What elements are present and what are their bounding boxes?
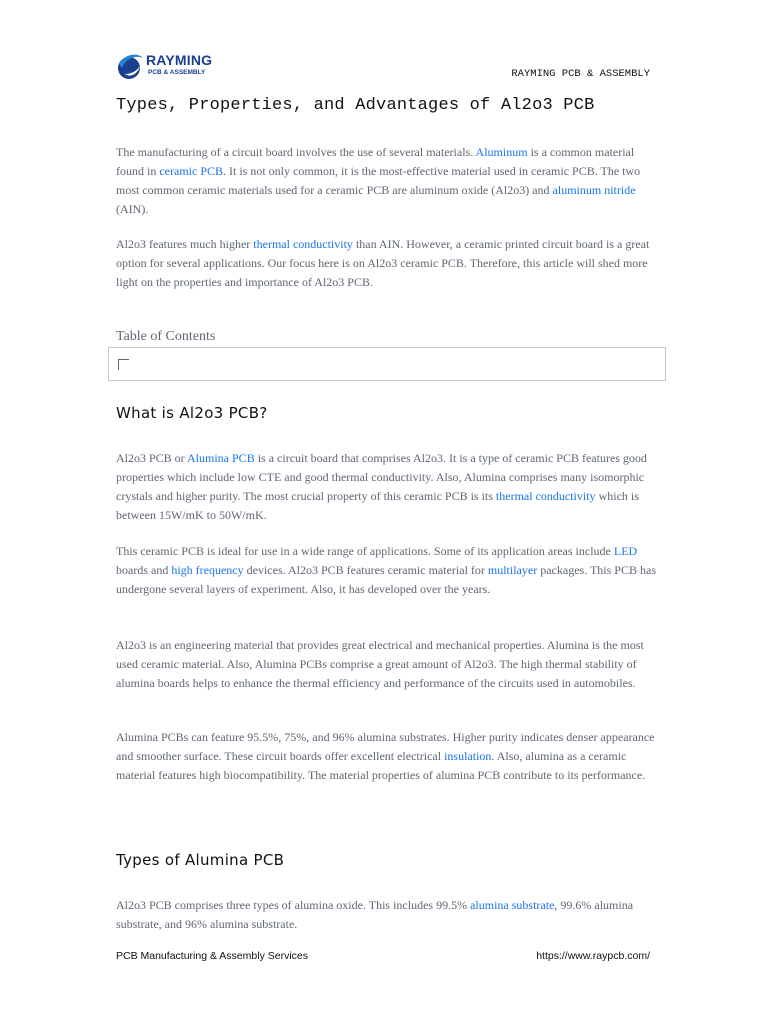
footer-services-text: PCB Manufacturing & Assembly Services [116,950,308,962]
section-heading-what-is: What is Al2o3 PCB? [116,404,268,422]
text-run: (AIN). [116,202,149,216]
footer-url-link[interactable]: https://www.raypcb.com/ [536,950,650,962]
section1-paragraph-1 [116,449,656,525]
header-brand-text: RAYMING PCB & ASSEMBLY [511,68,650,80]
text-run: Alumina PCBs can feature 95.5%, 75%, and 96% alumina substrates. Higher purity indicates denser appearance and smoother surface. These circuit boards offer excellent electrical [116,730,655,763]
toc-container [108,347,666,381]
text-run: boards and [116,563,172,577]
text-run: is a common material found in [116,145,635,178]
text-run: packages. This PCB has undergone several layers of experiment. Also, it has developed over the years. [116,563,656,596]
link-insulation[interactable]: insulation [444,749,492,763]
link-thermal-conductivity-2[interactable]: thermal conductivity [495,489,596,503]
text-run: The manufacturing of a circuit board involves the use of several materials. [116,145,476,159]
link-high-frequency[interactable]: high frequency [171,563,244,577]
page-title: Types, Properties, and Advantages of Al2o3 PCB [116,96,595,115]
text-run: Al2o3 PCB comprises three types of alumina oxide. This includes 99.5% [116,898,471,912]
toc-toggle-icon[interactable] [118,359,129,370]
text-run: Al2o3 is an engineering material that provides great electrical and mechanical properties. Alumina is the most used ceramic material. Also, Alumina PCBs comprise a great amount of Al2o3. The high thermal stability of alumina boards helps to enhance the thermal efficiency and performance of the circuits used in automobiles. [116,638,644,690]
section2-paragraph-1 [116,896,656,934]
link-led[interactable]: LED [613,544,638,558]
logo-name: RAYMING [146,52,213,68]
section1-paragraph-4 [116,728,656,785]
section1-paragraph-3 [116,636,656,693]
link-multilayer[interactable]: multilayer [487,563,538,577]
link-ceramic-pcb[interactable]: ceramic PCB [159,164,223,178]
text-run: Al2o3 features much higher [116,237,254,251]
link-aluminum-nitride[interactable]: aluminum nitride [552,183,636,197]
text-run: devices. Al2o3 PCB features ceramic material for [243,563,488,577]
link-alumina-pcb[interactable]: Alumina PCB [187,451,255,465]
link-aluminum[interactable]: Aluminum [475,145,528,159]
text-run: , 99.6% alumina substrate, and 96% alumina substrate. [116,898,634,931]
toc-title: Table of Contents [116,329,216,344]
rayming-swoosh-icon [116,52,144,82]
text-run: than AIN. However, a ceramic printed circuit board is a great option for several applications. Our focus here is on Al2o3 ceramic PCB. Therefore, this article will shed more light on the properties and importance of Al2o3 PCB. [116,237,650,289]
rayming-logo[interactable] [116,50,226,84]
section-heading-types: Types of Alumina PCB [116,851,285,869]
text-run: which is between 15W/mK to 50W/mK. [116,489,639,522]
link-alumina-substrate[interactable]: alumina substrate [470,898,555,912]
text-run: . Also, alumina as a ceramic material features high biocompatibility. The material properties of alumina PCB contribute to its performance. [116,749,646,782]
text-run: is a circuit board that comprises Al2o3. It is a type of ceramic PCB features good properties which include low CTE and good thermal conductivity. Also, Alumina comprises many isomorphic crystals and higher purity. The most crucial property of this ceramic PCB is its [116,451,647,503]
intro-paragraph-2 [116,235,656,292]
intro-paragraph-1 [116,143,656,219]
link-thermal-conductivity[interactable]: thermal conductivity [253,237,353,251]
logo-subtitle: PCB & ASSEMBLY [148,69,206,76]
section1-paragraph-2 [116,542,656,599]
text-run: . It is not only common, it is the most-effective material used in ceramic PCB. The two most common ceramic materials used for a ceramic PCB are aluminum oxide (Al2o3) and [116,164,641,197]
text-run: This ceramic PCB is ideal for use in a wide range of applications. Some of its application areas include [116,544,614,558]
text-run: Al2o3 PCB or [116,451,188,465]
